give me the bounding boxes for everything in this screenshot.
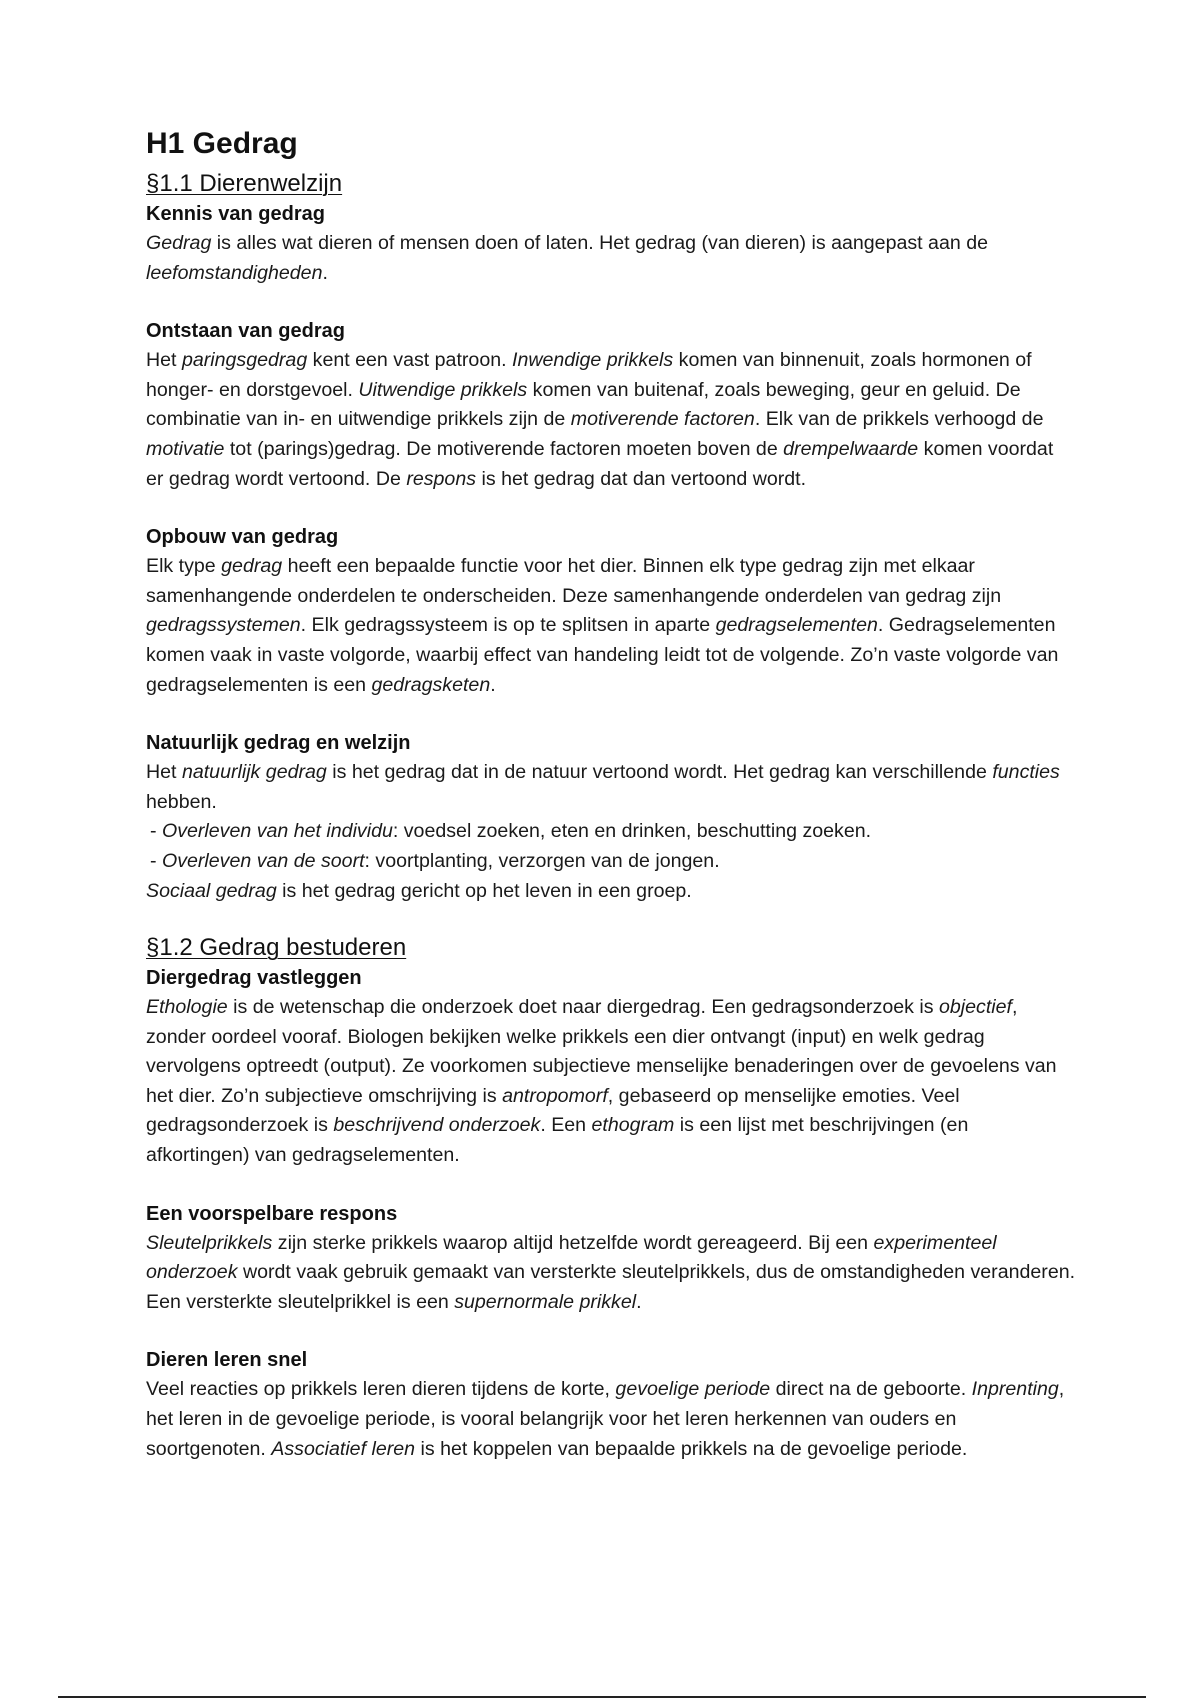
emphasized-term: natuurlijk gedrag [181,761,327,784]
emphasized-term: Associatief leren [271,1437,416,1460]
text-run: . Elk gedragssysteem is op te splitsen in aparte [300,614,716,637]
text-run: : voedsel zoeken, eten en drinken, beschutting zoeken. [392,820,872,843]
emphasized-term: objectief [939,996,1012,1019]
text-run: . [322,261,328,284]
emphasized-term: Ethologie [146,996,228,1019]
emphasized-term: Sociaal gedrag [146,879,277,902]
paragraph [146,1375,1076,1464]
subsection-heading: Ontstaan van gedrag [146,320,345,343]
emphasized-term: beschrijvend onderzoek [333,1114,541,1137]
text-run: - [150,849,162,872]
subsection-ontstaan-van-gedrag [146,317,1076,494]
text-run: Veel reacties op prikkels leren dieren tijdens de korte, [146,1378,616,1401]
paragraph [146,346,1076,494]
text-run: , zonder oordeel vooraf. Biologen bekijken welke prikkels een dier ontvangt (input) en welk gedrag vervolgens optreedt (output). Ze voorkomen subjectieve menselijke benaderingen over de gevoelens van het dier. Zo’n subjectieve omschrijving is [146,996,1057,1107]
emphasized-term: drempelwaarde [783,437,919,460]
text-run: - [150,820,162,843]
text-run: komen van binnenuit, zoals hormonen of honger- en dorstgevoel. [146,349,1032,401]
subsection-heading: Diergedrag vastleggen [146,967,362,990]
emphasized-term: gevoelige periode [615,1378,771,1401]
text-run: is een lijst met beschrijvingen (en afkortingen) van gedragselementen. [146,1114,969,1167]
text-run: . [636,1290,642,1313]
text-run: tot (parings)gedrag. De motiverende factoren moeten boven de [224,437,784,460]
paragraph [146,1229,1076,1318]
text-run: , het leren in de gevoelige periode, is vooral belangrijk voor het leren herkennen van ouders en soortgenoten. [146,1378,1065,1460]
emphasized-term: respons [406,467,477,490]
text-run: komen van buitenaf, zoals beweging, geur en geluid. De combinatie van in- en uitwendige prikkels zijn de [146,378,1021,431]
emphasized-term: Gedrag [146,232,212,254]
text-run: . [490,673,496,696]
text-run: zijn sterke prikkels waarop altijd hetzelfde wordt gereageerd. Bij een [272,1231,874,1254]
text-run: Het [146,349,182,372]
subsection-kennis-van-gedrag [146,200,1076,288]
emphasized-term: gedragsketen [371,673,491,696]
section-gedrag-bestuderen [146,932,1076,1464]
text-run: , gebaseerd op menselijke emoties. Veel gedragsonderzoek is [146,1084,960,1137]
paragraph [146,229,1076,288]
text-run: is de wetenschap die onderzoek doet naar diergedrag. Een gedragsonderzoek is [227,996,940,1019]
emphasized-term: Inwendige prikkels [512,349,674,372]
text-run: komen voordat er gedrag wordt vertoond. De [146,437,1054,490]
subsection-heading: Opbouw van gedrag [146,526,339,549]
subsection-voorspelbare-respons [146,1200,1076,1318]
subsection-natuurlijk-gedrag [146,729,1076,906]
text-run: is het gedrag gericht op het leven in een groep. [276,879,692,902]
emphasized-term: supernormale prikkel [454,1290,637,1313]
emphasized-term: gedragssystemen [146,614,301,637]
subsection-heading: Een voorspelbare respons [146,1202,398,1225]
text-run: : voortplanting, verzorgen van de jongen. [364,849,720,872]
emphasized-term: Sleutelprikkels [146,1231,273,1254]
emphasized-term: antropomorf [502,1084,608,1107]
paragraph [146,877,1076,907]
emphasized-term: motiverende factoren [570,408,755,431]
section-dierenwelzijn [146,168,1076,906]
list-item [146,847,1076,877]
list-item [146,817,1076,847]
emphasized-term: leefomstandigheden [146,261,323,284]
emphasized-term: experimenteel onderzoek [146,1231,997,1284]
emphasized-term: functies [992,761,1060,784]
subsection-heading: Dieren leren snel [146,1349,308,1372]
text-run: heeft een bepaalde functie voor het dier. Binnen elk type gedrag zijn met elkaar samenhangende onderdelen te onderscheiden. Deze samenhangende onderdelen van gedrag zijn [146,555,1002,607]
text-run: is alles wat dieren of mensen doen of laten. Het gedrag (van dieren) is aangepast aan de [211,232,988,254]
emphasized-term: ethogram [591,1114,675,1137]
text-run: is het gedrag dat in de natuur vertoond wordt. Het gedrag kan verschillende [326,761,993,784]
text-run: Elk type [146,555,222,578]
emphasized-term: Uitwendige prikkels [358,378,528,401]
subsection-heading: Kennis van gedrag [146,203,325,225]
emphasized-term: Overleven van het individu [161,820,393,843]
emphasized-term: gedragselementen [715,614,878,637]
text-run: is het koppelen van bepaalde prikkels na de gevoelige periode. [415,1437,968,1460]
emphasized-term: Inprenting [971,1378,1059,1401]
text-run: wordt vaak gebruik gemaakt van versterkte sleutelprikkels, dus de omstandigheden veranderen. Een versterkte sleutelprikkel is een [146,1261,1076,1313]
paragraph [146,552,1076,700]
text-run: . Gedragselementen komen vaak in vaste volgorde, waarbij effect van handeling leidt tot de volgende. Zo’n vaste volgorde van gedragselementen is een [146,614,1059,696]
emphasized-term: Overleven van de soort [161,849,365,872]
text-run: kent een vast patroon. [307,349,512,372]
document-page [146,126,1076,1493]
section-heading: §1.2 Gedrag bestuderen [146,934,407,962]
subsection-opbouw-van-gedrag [146,523,1076,700]
subsection-heading: Natuurlijk gedrag en welzijn [146,732,411,755]
section-heading: §1.1 Dierenwelzijn [146,170,343,197]
paragraph [146,758,1076,817]
paragraph [146,993,1076,1171]
emphasized-term: motivatie [146,437,225,460]
subsection-dieren-leren-snel [146,1346,1076,1464]
subsection-diergedrag-vastleggen [146,964,1076,1171]
emphasized-term: gedrag [221,555,283,578]
footer-divider [58,1696,1146,1698]
chapter-title: H1 Gedrag [146,127,298,160]
emphasized-term: paringsgedrag [181,349,308,372]
text-run: . Een [540,1114,592,1137]
text-run: Het [146,761,182,784]
text-run: . Elk van de prikkels verhoogd de [754,408,1044,431]
text-run: hebben. [146,790,217,813]
text-run: is het gedrag dat dan vertoond wordt. [476,467,807,490]
text-run: direct na de geboorte. [770,1378,972,1401]
